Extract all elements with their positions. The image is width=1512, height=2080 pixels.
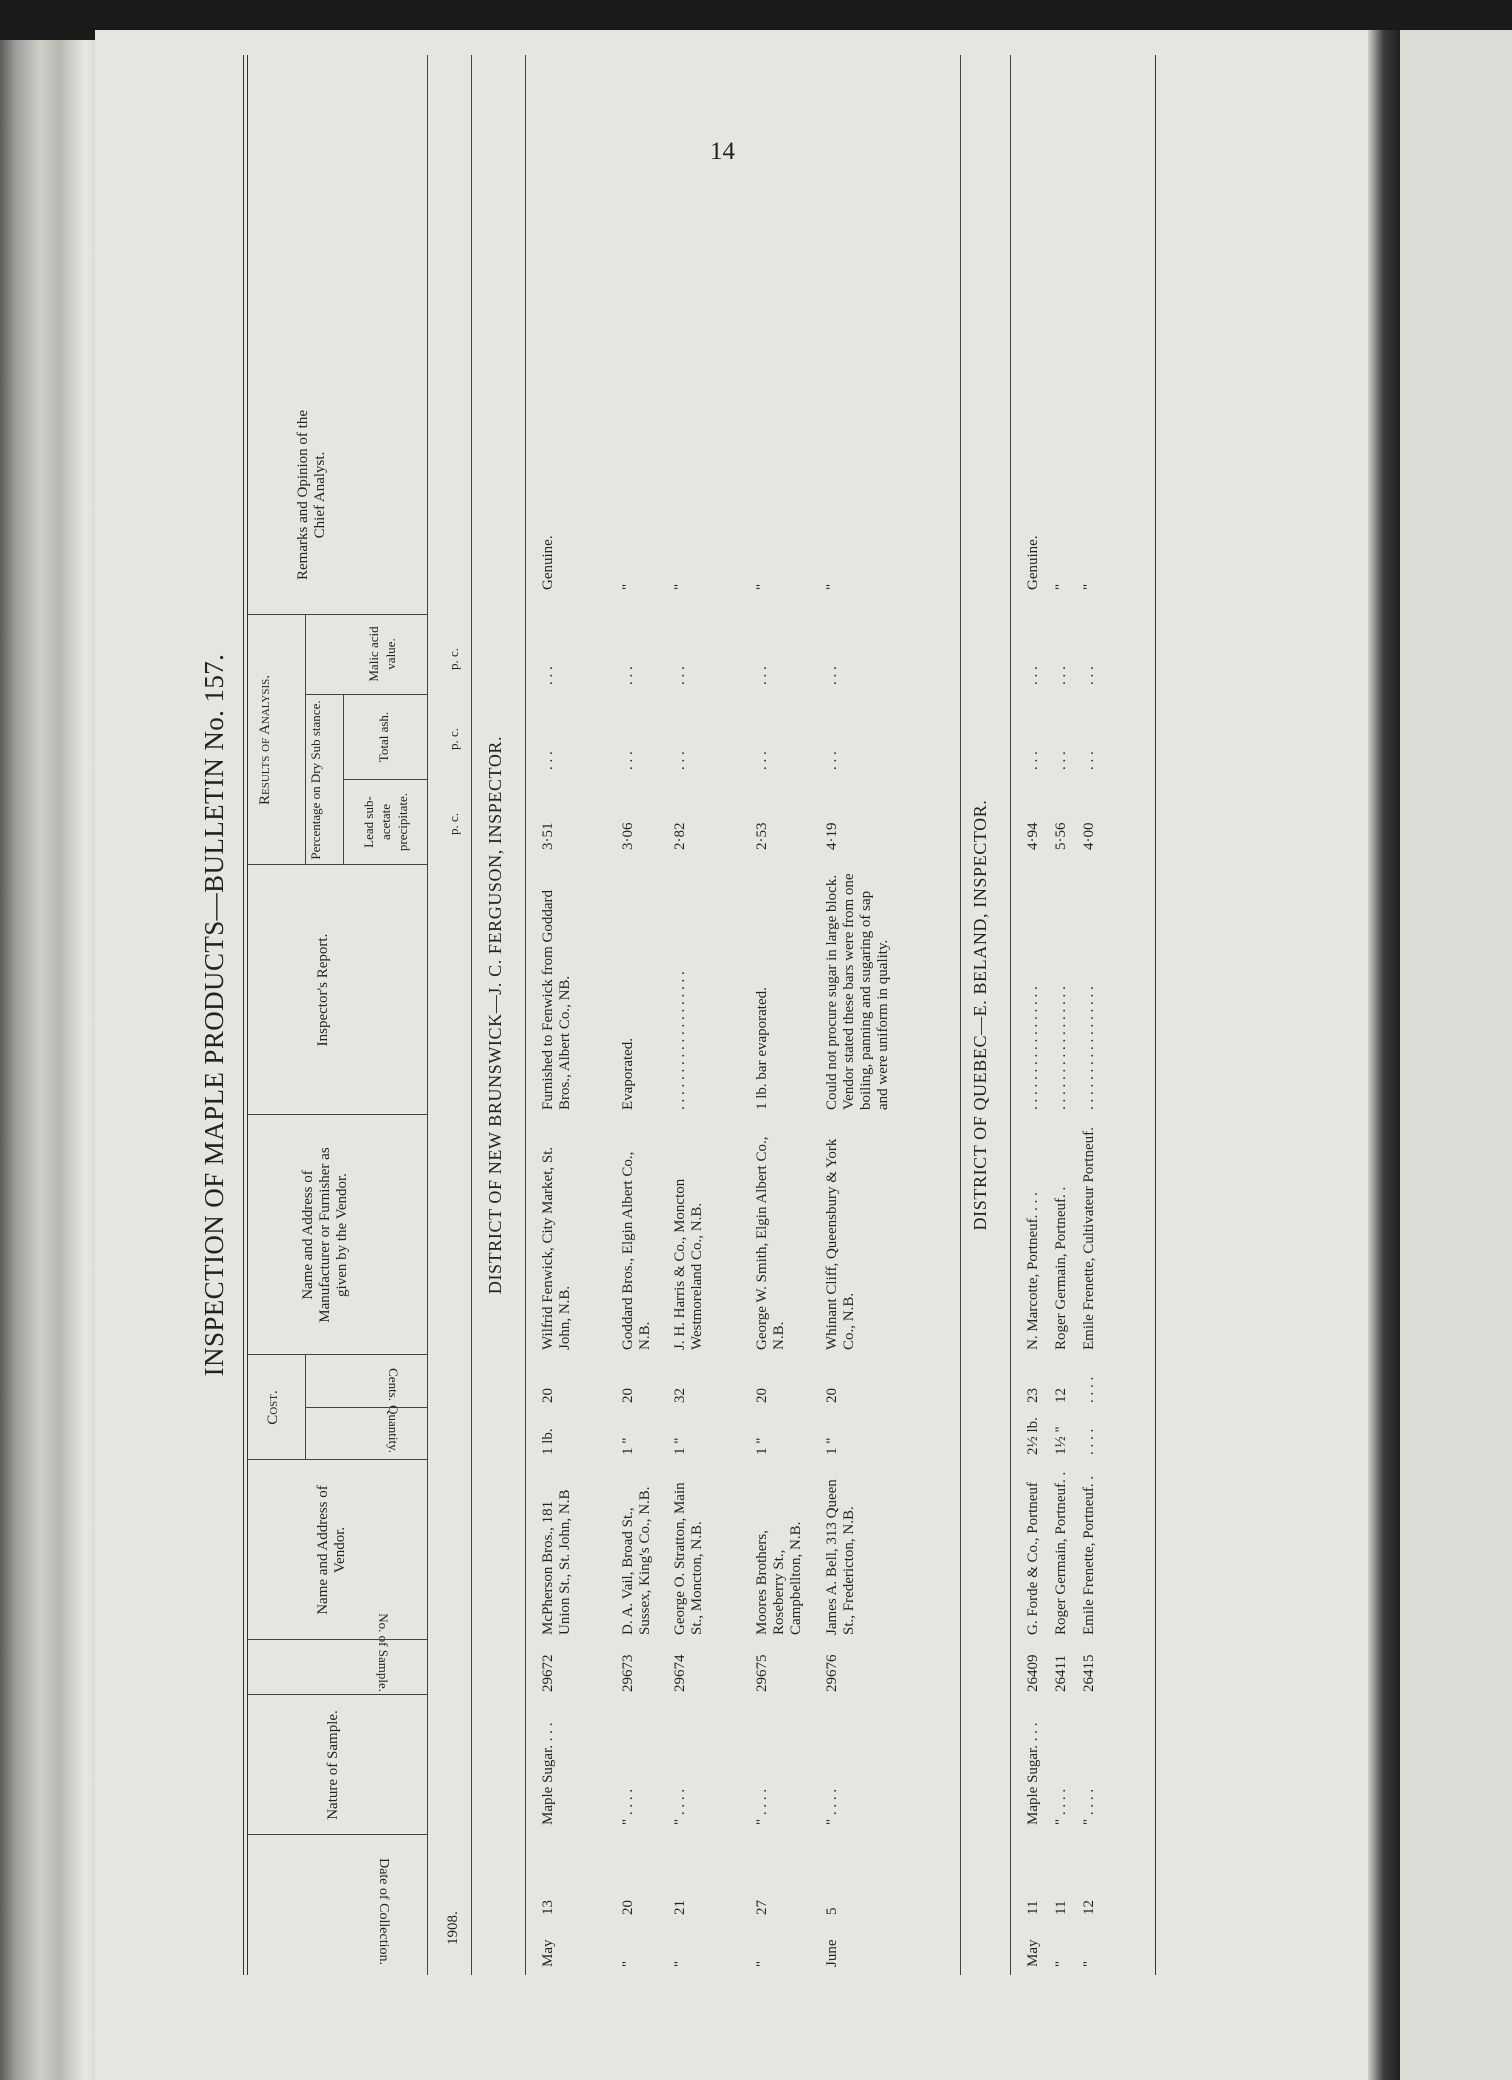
cell-manufacturer: J. H. Harris & Co., Moncton Westmoreland Co., N.B. bbox=[672, 1178, 705, 1350]
cell-remarks: " bbox=[824, 583, 840, 590]
cell-malic: . . . bbox=[824, 666, 840, 685]
cell-lead: 4·94 bbox=[1025, 822, 1041, 850]
cell-report: . . . . . . . . . . . . . . . . . bbox=[1053, 986, 1069, 1110]
cell-lead: 5·56 bbox=[1053, 822, 1069, 850]
cell-ash: . . . bbox=[540, 751, 556, 770]
cell-month: May bbox=[1025, 1939, 1041, 1967]
page-number: 14 bbox=[710, 138, 735, 165]
cell-qty: 1 lb. bbox=[540, 1428, 556, 1455]
cell-day: 20 bbox=[620, 1900, 636, 1915]
header-date: Date of Collection. bbox=[376, 1858, 391, 1965]
cell-cents: 20 bbox=[620, 1388, 636, 1403]
cell-nature: " . . . . bbox=[754, 1788, 770, 1825]
unit-malic: p. c. bbox=[446, 647, 461, 670]
cell-qty: 1 " bbox=[754, 1437, 770, 1455]
cell-vendor: G. Forde & Co., Portneuf bbox=[1025, 1482, 1041, 1635]
cell-cents: 32 bbox=[672, 1388, 688, 1403]
cell-remarks: " bbox=[754, 583, 770, 590]
cell-cents: 20 bbox=[540, 1388, 556, 1403]
cell-manufacturer: Wilfrid Fenwick, City Market, St. John, N.B. bbox=[540, 1146, 573, 1350]
cell-malic: . . . bbox=[1081, 666, 1097, 685]
cell-cents: 23 bbox=[1025, 1388, 1041, 1403]
cell-sample: 29672 bbox=[540, 1654, 556, 1692]
book-binding bbox=[0, 40, 95, 2080]
cell-nature: " . . . . bbox=[824, 1788, 840, 1825]
header-remarks: Remarks and Opinion of the Chief Analyst. bbox=[295, 410, 328, 580]
cell-report: Could not procure sugar in large block. Vendor stated these bars were from one boiling, panning and sugaring of sap and were uniform in quality. bbox=[824, 873, 891, 1110]
cell-month: " bbox=[754, 1960, 770, 1967]
cell-report: . . . . . . . . . . . . . . . . . bbox=[1081, 986, 1097, 1110]
cell-remarks: " bbox=[1081, 583, 1097, 590]
cell-malic: . . . bbox=[620, 666, 636, 685]
cell-day: 27 bbox=[754, 1900, 770, 1915]
cell-nature: " . . . . bbox=[1081, 1788, 1097, 1825]
cell-ash: . . . bbox=[1053, 751, 1069, 770]
cell-lead: 3·06 bbox=[620, 822, 636, 850]
cell-ash: . . . bbox=[824, 751, 840, 770]
cell-sample: 26411 bbox=[1053, 1655, 1069, 1692]
cell-month: " bbox=[1081, 1960, 1097, 1967]
cell-remarks: " bbox=[672, 583, 688, 590]
unit-lead: p. c. bbox=[446, 812, 461, 835]
header-percentage: Percentage on Dry Sub stance. bbox=[308, 700, 323, 860]
cell-sample: 29676 bbox=[824, 1654, 840, 1692]
adjacent-page bbox=[1400, 30, 1512, 2080]
cell-qty: 1 " bbox=[824, 1437, 840, 1455]
cell-malic: . . . bbox=[1053, 666, 1069, 685]
cell-malic: . . . bbox=[1025, 666, 1041, 685]
cell-cents: 20 bbox=[824, 1388, 840, 1403]
cell-vendor: McPherson Bros., 181 Union St., St. John, N.B bbox=[540, 1489, 573, 1635]
header-vendor: Name and Address of Vendor. bbox=[315, 1485, 348, 1615]
cell-sample: 29674 bbox=[672, 1654, 688, 1692]
cell-cents: 12 bbox=[1053, 1388, 1069, 1403]
cell-manufacturer: N. Marcotte, Portneuf. . . . bbox=[1025, 1192, 1041, 1350]
cell-ash: . . . bbox=[620, 751, 636, 770]
cell-ash: . . . bbox=[754, 751, 770, 770]
cell-lead: 4·00 bbox=[1081, 822, 1097, 850]
rotated-table-sheet bbox=[195, 55, 1235, 1975]
cell-report: Furnished to Fenwick from Goddard Bros., Albert Co., NB. bbox=[540, 890, 573, 1110]
cell-day: 11 bbox=[1053, 1900, 1069, 1915]
district-heading: DISTRICT OF QUEBEC—E. BELAND, INSPECTOR. bbox=[970, 799, 990, 1231]
header-sample-no: No. of Sample. bbox=[376, 1613, 391, 1692]
header-ash: Total ash. bbox=[376, 711, 391, 763]
unit-ash: p. c. bbox=[446, 727, 461, 750]
cell-qty: 2½ lb. bbox=[1025, 1417, 1041, 1455]
header-nature: Nature of Sample. bbox=[325, 1710, 341, 1820]
cell-cents: . . . . bbox=[1081, 1376, 1097, 1403]
header-cents: Cents. bbox=[386, 1368, 401, 1401]
cell-nature: " . . . . bbox=[620, 1788, 636, 1825]
cell-lead: 3·51 bbox=[540, 822, 556, 850]
top-double-rule bbox=[243, 55, 244, 1975]
cell-day: 21 bbox=[672, 1900, 688, 1915]
cell-report: 1 lb. bar evaporated. bbox=[754, 987, 770, 1110]
cell-remarks: Genuine. bbox=[540, 535, 556, 590]
cell-vendor: Roger Germain, Portneuf. . bbox=[1053, 1471, 1069, 1635]
cell-vendor: D. A. Vail, Broad St., Sussex, King's Co., N.B. bbox=[620, 1486, 653, 1635]
cell-qty: 1 " bbox=[672, 1437, 688, 1455]
cell-day: 13 bbox=[540, 1900, 556, 1915]
cell-qty: . . . . bbox=[1081, 1428, 1097, 1455]
cell-manufacturer: Goddard Bros., Elgin Albert Co., N.B. bbox=[620, 1151, 653, 1350]
cell-vendor: George O. Stratton, Main St., Moncton, N.B. bbox=[672, 1482, 705, 1635]
cell-qty: 1½ " bbox=[1053, 1426, 1069, 1455]
header-malic: Malic acid value. bbox=[366, 626, 398, 682]
cell-day: 12 bbox=[1081, 1900, 1097, 1915]
cell-nature: Maple Sugar. . . . bbox=[1025, 1722, 1041, 1825]
year-label: 1908. bbox=[445, 1911, 461, 1945]
cell-nature: " . . . . bbox=[672, 1788, 688, 1825]
cell-ash: . . . bbox=[1081, 751, 1097, 770]
cell-day: 5 bbox=[824, 1907, 840, 1915]
cell-report: . . . . . . . . . . . . . . . . . bbox=[1025, 986, 1041, 1110]
cell-lead: 2·53 bbox=[754, 822, 770, 850]
header-results: Results of Analysis. bbox=[257, 675, 273, 805]
cell-cents: 20 bbox=[754, 1388, 770, 1403]
district-heading: DISTRICT OF NEW BRUNSWICK—J. C. FERGUSON, INSPECTOR. bbox=[485, 735, 505, 1295]
header-quantity: Quantity. bbox=[386, 1405, 401, 1453]
cell-vendor: Emile Frenette, Portneuf. . bbox=[1081, 1475, 1097, 1635]
cell-lead: 4·19 bbox=[824, 822, 840, 850]
cell-qty: 1 " bbox=[620, 1437, 636, 1455]
bottom-rule bbox=[1155, 55, 1156, 1975]
cell-vendor: Moores Brothers, Roseberry St., Campbellton, N.B. bbox=[754, 1521, 804, 1635]
cell-malic: . . . bbox=[540, 666, 556, 685]
header-report: Inspector's Report. bbox=[315, 933, 331, 1047]
cell-manufacturer: Emile Frenette, Cultivateur Portneuf. bbox=[1081, 1127, 1097, 1350]
cell-nature: " . . . . bbox=[1053, 1788, 1069, 1825]
bulletin-title: INSPECTION OF MAPLE PRODUCTS—BULLETIN No. 157. bbox=[199, 653, 229, 1377]
header-manufacturer: Name and Address of Manufacturer or Furnisher as given by the Vendor. bbox=[300, 1147, 350, 1323]
cell-manufacturer: George W. Smith, Elgin Albert Co., N.B. bbox=[754, 1136, 787, 1350]
cell-nature: Maple Sugar. . . . bbox=[540, 1722, 556, 1825]
header-cost: Cost. bbox=[265, 1390, 281, 1425]
cell-malic: . . . bbox=[672, 666, 688, 685]
cell-remarks: Genuine. bbox=[1025, 535, 1041, 590]
cell-day: 11 bbox=[1025, 1900, 1041, 1915]
cell-manufacturer: Whinant Cliff, Queensbury & York Co., N.B. bbox=[824, 1138, 857, 1350]
cell-ash: . . . bbox=[1025, 751, 1041, 770]
cell-month: " bbox=[672, 1960, 688, 1967]
cell-lead: 2·82 bbox=[672, 822, 688, 850]
cell-manufacturer: Roger Germain, Portneuf. . bbox=[1053, 1186, 1069, 1350]
cell-month: " bbox=[620, 1960, 636, 1967]
cell-vendor: James A. Bell, 313 Queen St., Fredericton, N.B. bbox=[824, 1479, 857, 1635]
cell-sample: 29673 bbox=[620, 1654, 636, 1692]
cell-remarks: " bbox=[620, 583, 636, 590]
cell-remarks: " bbox=[1053, 583, 1069, 590]
cell-sample: 26415 bbox=[1081, 1654, 1097, 1692]
cell-month: May bbox=[540, 1939, 556, 1967]
cell-report: . . . . . . . . . . . . . . . . . . . bbox=[672, 971, 688, 1110]
cell-month: June bbox=[824, 1939, 840, 1967]
cell-malic: . . . bbox=[754, 666, 770, 685]
cell-ash: . . . bbox=[672, 751, 688, 770]
cell-month: " bbox=[1053, 1960, 1069, 1967]
header-lead: Lead sub- acetate precipitate. bbox=[361, 792, 410, 852]
cell-report: Evaporated. bbox=[620, 1037, 636, 1110]
cell-sample: 26409 bbox=[1025, 1654, 1041, 1692]
cell-sample: 29675 bbox=[754, 1654, 770, 1692]
